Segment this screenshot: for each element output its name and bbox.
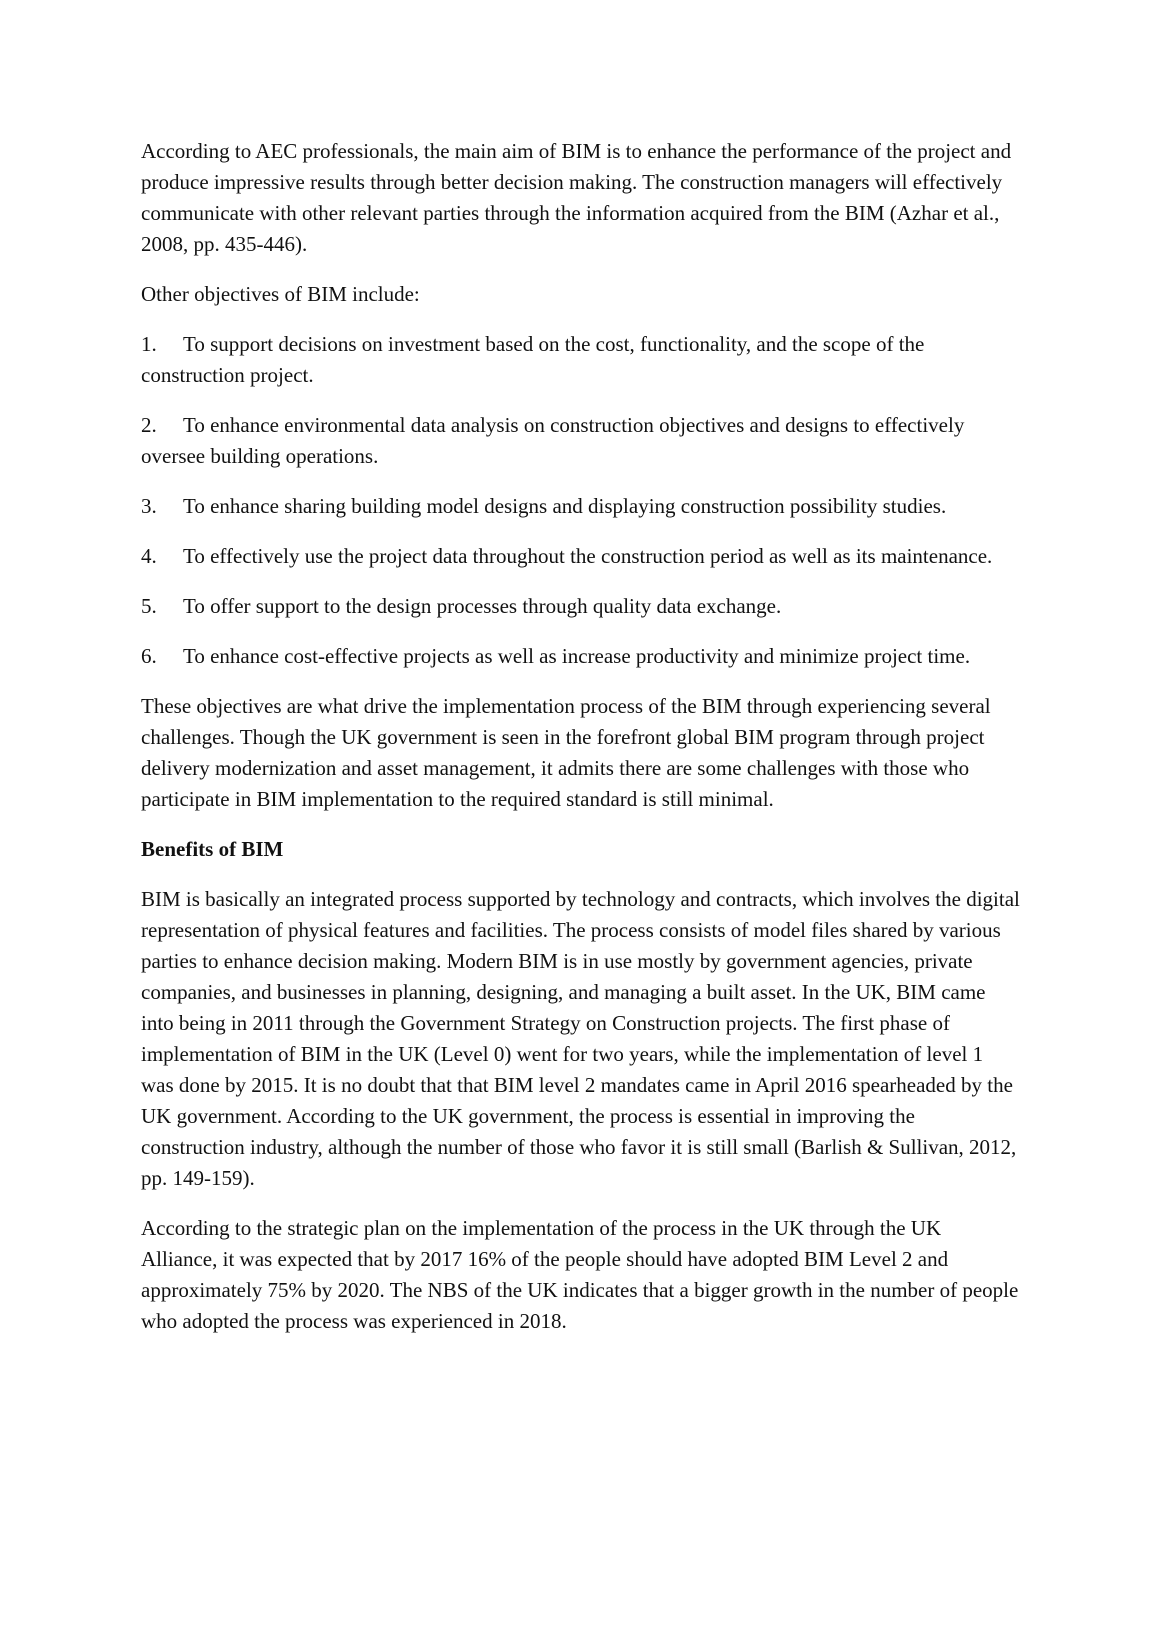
objective-text: To enhance sharing building model designs and displaying construction possibility studies. (183, 494, 947, 518)
objectives-intro: Other objectives of BIM include: (141, 282, 420, 306)
objective-number: 5. (141, 594, 157, 618)
paragraph-benefits: BIM is basically an integrated process supported by technology and contracts, which involves the digital representation of physical features and facilities. The process consists of model files shared by various parties to enhance decision making. Modern BIM is in use mostly by government agencies, private companies, and businesses in planning, designing, and managing a built asset. In the UK, BIM came into being in 2011 through the Government Strategy on Construction projects. The first phase of implementation of BIM in the UK (Level 0) went for two years, while the implementation of level 1 was done by 2015. It is no doubt that that BIM level 2 mandates came in April 2016 spearheaded by the UK government. According to the UK government, the process is essential in improving the construction industry, although the number of those who favor it is still small (Barlish & Sullivan, 2012, pp. 149-159). (141, 887, 1020, 1190)
objective-item-1 (141, 329, 1021, 391)
objective-item-5 (141, 591, 1021, 622)
objective-item-2 (141, 410, 1021, 472)
objective-text: To effectively use the project data throughout the construction period as well as its maintenance. (183, 544, 993, 568)
objective-text: To support decisions on investment based on the cost, functionality, and the scope of the construction project. (141, 332, 925, 387)
document-body (141, 136, 1021, 1356)
section-heading-benefits: Benefits of BIM (141, 837, 284, 861)
paragraph-challenges: These objectives are what drive the implementation process of the BIM through experiencing several challenges. Though the UK government is seen in the forefront global BIM program through project delivery modernization and asset management, it admits there are some challenges with those who participate in BIM implementation to the required standard is still minimal. (141, 694, 991, 811)
objective-text: To enhance environmental data analysis on construction objectives and designs to effectively oversee building operations. (141, 413, 965, 468)
objective-number: 2. (141, 413, 157, 437)
objective-item-3 (141, 491, 1021, 522)
objective-item-4 (141, 541, 1021, 572)
objective-number: 4. (141, 544, 157, 568)
objective-number: 1. (141, 332, 157, 356)
objective-number: 3. (141, 494, 157, 518)
objective-text: To enhance cost-effective projects as well as increase productivity and minimize project time. (183, 644, 971, 668)
paragraph-aim-of-bim: According to AEC professionals, the main aim of BIM is to enhance the performance of the project and produce impressive results through better decision making. The construction managers will effectively communicate with other relevant parties through the information acquired from the BIM (Azhar et al., 2008, pp. 435-446). (141, 139, 1012, 256)
objective-text: To offer support to the design processes through quality data exchange. (183, 594, 782, 618)
objective-item-6 (141, 641, 1021, 672)
paragraph-strategic-plan: According to the strategic plan on the implementation of the process in the UK through the UK Alliance, it was expected that by 2017 16% of the people should have adopted BIM Level 2 and approximately 75% by 2020. The NBS of the UK indicates that a bigger growth in the number of people who adopted the process was experienced in 2018. (141, 1216, 1019, 1333)
objective-number: 6. (141, 644, 157, 668)
